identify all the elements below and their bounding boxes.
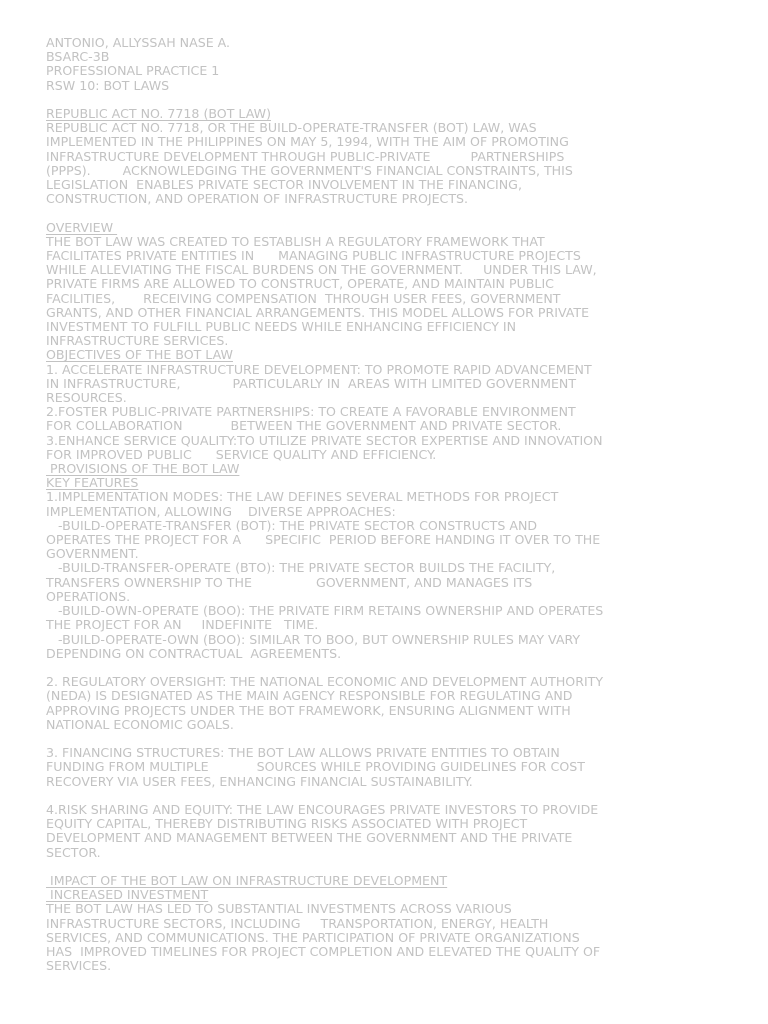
body-text-line: HAS IMPROVED TIMELINES FOR PROJECT COMPLETION AND ELEVATED THE QUALITY OF: [46, 943, 601, 959]
body-text-line: -BUILD-TRANSFER-OPERATE (BTO): THE PRIVATE SECTOR BUILDS THE FACILITY,: [46, 560, 556, 576]
body-text-line: OPERATIONS.: [46, 588, 131, 604]
body-text-line: -BUILD-OPERATE-TRANSFER (BOT): THE PRIVATE SECTOR CONSTRUCTS AND: [46, 517, 538, 533]
body-text-line: NATIONAL ECONOMIC GOALS.: [46, 716, 234, 732]
body-text-line: FOR IMPROVED PUBLIC SERVICE QUALITY AND EFFICIENCY.: [46, 446, 437, 462]
paragraph-spacer: [46, 860, 728, 874]
body-text-line: FOR COLLABORATION BETWEEN THE GOVERNMENT AND PRIVATE SECTOR.: [46, 418, 562, 434]
body-text-line: REPUBLIC ACT NO. 7718, OR THE BUILD-OPERATE-TRANSFER (BOT) LAW, WAS: [46, 120, 537, 136]
body-text-line: 3. FINANCING STRUCTURES: THE BOT LAW ALLOWS PRIVATE ENTITIES TO OBTAIN: [46, 745, 560, 761]
body-text-line: PRIVATE FIRMS ARE ALLOWED TO CONSTRUCT, OPERATE, AND MAINTAIN PUBLIC: [46, 276, 554, 292]
heading-underline-text: OVERVIEW: [46, 219, 118, 235]
body-text-line: TRANSFERS OWNERSHIP TO THE GOVERNMENT, AND MANAGES ITS: [46, 574, 533, 590]
body-text-line: INVESTMENT TO FULFILL PUBLIC NEEDS WHILE ENHANCING EFFICIENCY IN: [46, 319, 517, 335]
body-text-line: DEVELOPMENT AND MANAGEMENT BETWEEN THE GOVERNMENT AND THE PRIVATE: [46, 830, 573, 846]
body-text-line: 2. REGULATORY OVERSIGHT: THE NATIONAL ECONOMIC AND DEVELOPMENT AUTHORITY: [46, 674, 604, 690]
section-heading: [46, 462, 728, 476]
section-heading: [46, 476, 728, 490]
heading-underline-text: IMPACT OF THE BOT LAW ON INFRASTRUCTURE DEVELOPMENT: [46, 872, 448, 888]
body-text-line: APPROVING PROJECTS UNDER THE BOT FRAMEWORK, ENSURING ALIGNMENT WITH: [46, 702, 571, 718]
body-text-line: 2.FOSTER PUBLIC-PRIVATE PARTNERSHIPS: TO CREATE A FAVORABLE ENVIRONMENT: [46, 404, 576, 420]
body-text-line: 1.IMPLEMENTATION MODES: THE LAW DEFINES SEVERAL METHODS FOR PROJECT: [46, 489, 559, 505]
document-header: [46, 36, 728, 93]
body-text-line: INFRASTRUCTURE SECTORS, INCLUDING TRANSPORTATION, ENERGY, HEALTH: [46, 915, 549, 931]
body-text-line: SERVICES.: [46, 958, 112, 974]
body-text-line: FACILITATES PRIVATE ENTITIES IN MANAGING PUBLIC INFRASTRUCTURE PROJECTS: [46, 248, 581, 264]
body-text-line: (NEDA) IS DESIGNATED AS THE MAIN AGENCY RESPONSIBLE FOR REGULATING AND: [46, 688, 573, 704]
paragraph-spacer: [46, 661, 728, 675]
body-text-line: 4.RISK SHARING AND EQUITY: THE LAW ENCOURAGES PRIVATE INVESTORS TO PROVIDE: [46, 801, 599, 817]
body-text-line: INFRASTRUCTURE SERVICES.: [46, 333, 229, 349]
body-text-line: -BUILD-OWN-OPERATE (BOO): THE PRIVATE FIRM RETAINS OWNERSHIP AND OPERATES: [46, 603, 604, 619]
body-text-line: (PPPS). ACKNOWLEDGING THE GOVERNMENT'S FINANCIAL CONSTRAINTS, THIS: [46, 162, 573, 178]
body-text-line: FUNDING FROM MULTIPLE SOURCES WHILE PROVIDING GUIDELINES FOR COST: [46, 759, 585, 775]
body-text-line: IMPLEMENTATION, ALLOWING DIVERSE APPROACHES:: [46, 503, 396, 519]
body-text-line: RESOURCES.: [46, 390, 127, 406]
body-text-line: 1. ACCELERATE INFRASTRUCTURE DEVELOPMENT: TO PROMOTE RAPID ADVANCEMENT: [46, 361, 592, 377]
heading-underline-text: REPUBLIC ACT NO. 7718 (BOT LAW): [46, 106, 271, 121]
body-text-line: RECOVERY VIA USER FEES, ENHANCING FINANCIAL SUSTAINABILITY.: [46, 773, 473, 789]
section-heading: [46, 107, 728, 121]
body-text-line: WHILE ALLEVIATING THE FISCAL BURDENS ON THE GOVERNMENT. UNDER THIS LAW,: [46, 262, 597, 278]
section-heading: [46, 348, 728, 362]
body-text-line: THE PROJECT FOR AN INDEFINITE TIME.: [46, 617, 319, 633]
paragraph-spacer: [46, 93, 728, 107]
heading-underline-text: INCREASED INVESTMENT: [46, 887, 209, 903]
body-text-line: GRANTS, AND OTHER FINANCIAL ARRANGEMENTS. THIS MODEL ALLOWS FOR PRIVATE: [46, 304, 590, 320]
body-text-line: INFRASTRUCTURE DEVELOPMENT THROUGH PUBLIC-PRIVATE PARTNERSHIPS: [46, 148, 565, 164]
body-text-line: DEPENDING ON CONTRACTUAL AGREEMENTS.: [46, 645, 342, 661]
body-text-line: SERVICES, AND COMMUNICATIONS. THE PARTICIPATION OF PRIVATE ORGANIZATIONS: [46, 929, 580, 945]
body-text-line: FACILITIES, RECEIVING COMPENSATION THROUGH USER FEES, GOVERNMENT: [46, 290, 561, 306]
paragraph-spacer: [46, 732, 728, 746]
heading-underline-text: PROVISIONS OF THE BOT LAW: [46, 461, 240, 477]
heading-underline-text: OBJECTIVES OF THE BOT LAW: [46, 347, 233, 363]
body-text-line: -BUILD-OPERATE-OWN (BOO): SIMILAR TO BOO, BUT OWNERSHIP RULES MAY VARY: [46, 631, 581, 647]
heading-underline-text: KEY FEATURES: [46, 475, 139, 491]
paragraph-spacer: [46, 789, 728, 803]
section-heading: [46, 221, 728, 235]
body-text-line: SECTOR.: [46, 844, 101, 860]
section-label: BSARC-3B: [46, 49, 110, 65]
author-name: ANTONIO, ALLYSSAH NASE A.: [46, 35, 231, 50]
course-title: PROFESSIONAL PRACTICE 1: [46, 63, 220, 79]
document-body: [46, 93, 728, 974]
body-text-line: GOVERNMENT.: [46, 546, 139, 562]
body-text-line: EQUITY CAPITAL, THEREBY DISTRIBUTING RISKS ASSOCIATED WITH PROJECT: [46, 816, 528, 832]
body-text-line: IN INFRASTRUCTURE, PARTICULARLY IN AREAS WITH LIMITED GOVERNMENT: [46, 375, 577, 391]
body-text-line: IMPLEMENTED IN THE PHILIPPINES ON MAY 5, 1994, WITH THE AIM OF PROMOTING: [46, 134, 569, 150]
body-text-line: 3.ENHANCE SERVICE QUALITY:TO UTILIZE PRIVATE SECTOR EXPERTISE AND INNOVATION: [46, 432, 603, 448]
body-text-line: THE BOT LAW WAS CREATED TO ESTABLISH A REGULATORY FRAMEWORK THAT: [46, 233, 545, 249]
section-heading: [46, 874, 728, 888]
body-text-line: OPERATES THE PROJECT FOR A SPECIFIC PERIOD BEFORE HANDING IT OVER TO THE: [46, 532, 601, 548]
body-text-line: CONSTRUCTION, AND OPERATION OF INFRASTRUCTURE PROJECTS.: [46, 191, 469, 207]
body-text-line: THE BOT LAW HAS LED TO SUBSTANTIAL INVESTMENTS ACROSS VARIOUS: [46, 901, 512, 917]
body-text-line: LEGISLATION ENABLES PRIVATE SECTOR INVOLVEMENT IN THE FINANCING,: [46, 177, 522, 193]
assignment-title: RSW 10: BOT LAWS: [46, 77, 170, 93]
section-heading: [46, 888, 728, 902]
paragraph-spacer: [46, 206, 728, 220]
